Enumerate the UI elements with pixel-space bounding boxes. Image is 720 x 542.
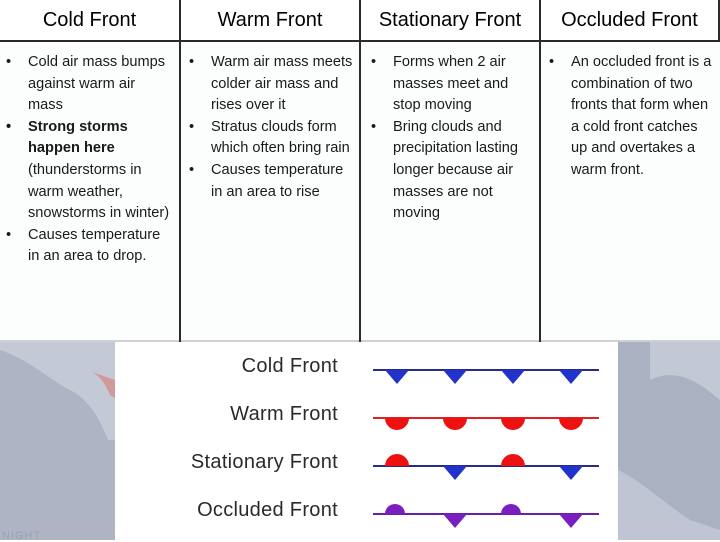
bullet-continuation: (thunderstorms in warm weather, snowstorms in winter)	[28, 161, 170, 222]
legend-label: Cold Front	[241, 355, 338, 377]
warm-front-symbol	[373, 394, 608, 442]
bullet-item: • Forms when 2 air masses meet and stop moving	[369, 52, 533, 117]
bullet-item: • Bring clouds and precipitation lasting longer because air masses are not moving	[369, 117, 533, 225]
header-warm-front: Warm Front	[181, 0, 361, 42]
cell-occluded-front	[541, 42, 720, 342]
bullet-item: • Causes temperature in an area to drop.	[4, 225, 173, 268]
bullet-item: • Cold air mass bumps against warm air mass	[4, 52, 173, 117]
header-stationary-front: Stationary Front	[361, 0, 541, 42]
map-label: NIGHT	[2, 530, 42, 542]
cell-stationary-front	[361, 42, 541, 342]
header-occluded-front: Occluded Front	[541, 0, 720, 42]
bullet-item: • Warm air mass meets colder air mass and rises over it	[187, 52, 353, 117]
cold-front-symbol	[373, 346, 608, 394]
header-cold-front: Cold Front	[0, 0, 181, 42]
bullet-item: • An occluded front is a combination of two fronts that form when a cold front catches up and overtakes a warm front.	[547, 52, 714, 182]
legend-row-occluded	[115, 490, 618, 538]
legend-row-warm	[115, 394, 618, 442]
stationary-front-symbol	[373, 442, 608, 490]
fronts-legend	[115, 342, 618, 540]
legend-label: Stationary Front	[190, 451, 338, 473]
cell-warm-front	[181, 42, 361, 342]
legend-label: Occluded Front	[197, 499, 338, 521]
bullet-item: • Stratus clouds form which often bring rain	[187, 117, 353, 160]
legend-row-cold	[115, 346, 618, 394]
legend-label: Warm Front	[230, 403, 338, 425]
bullet-item-bold	[4, 117, 173, 225]
occluded-front-symbol	[373, 490, 608, 538]
bullet-text-bold: Strong storms happen here	[28, 118, 128, 157]
bullet-item: • Causes temperature in an area to rise	[187, 160, 353, 203]
cell-cold-front	[0, 42, 181, 342]
legend-row-stationary	[115, 442, 618, 490]
